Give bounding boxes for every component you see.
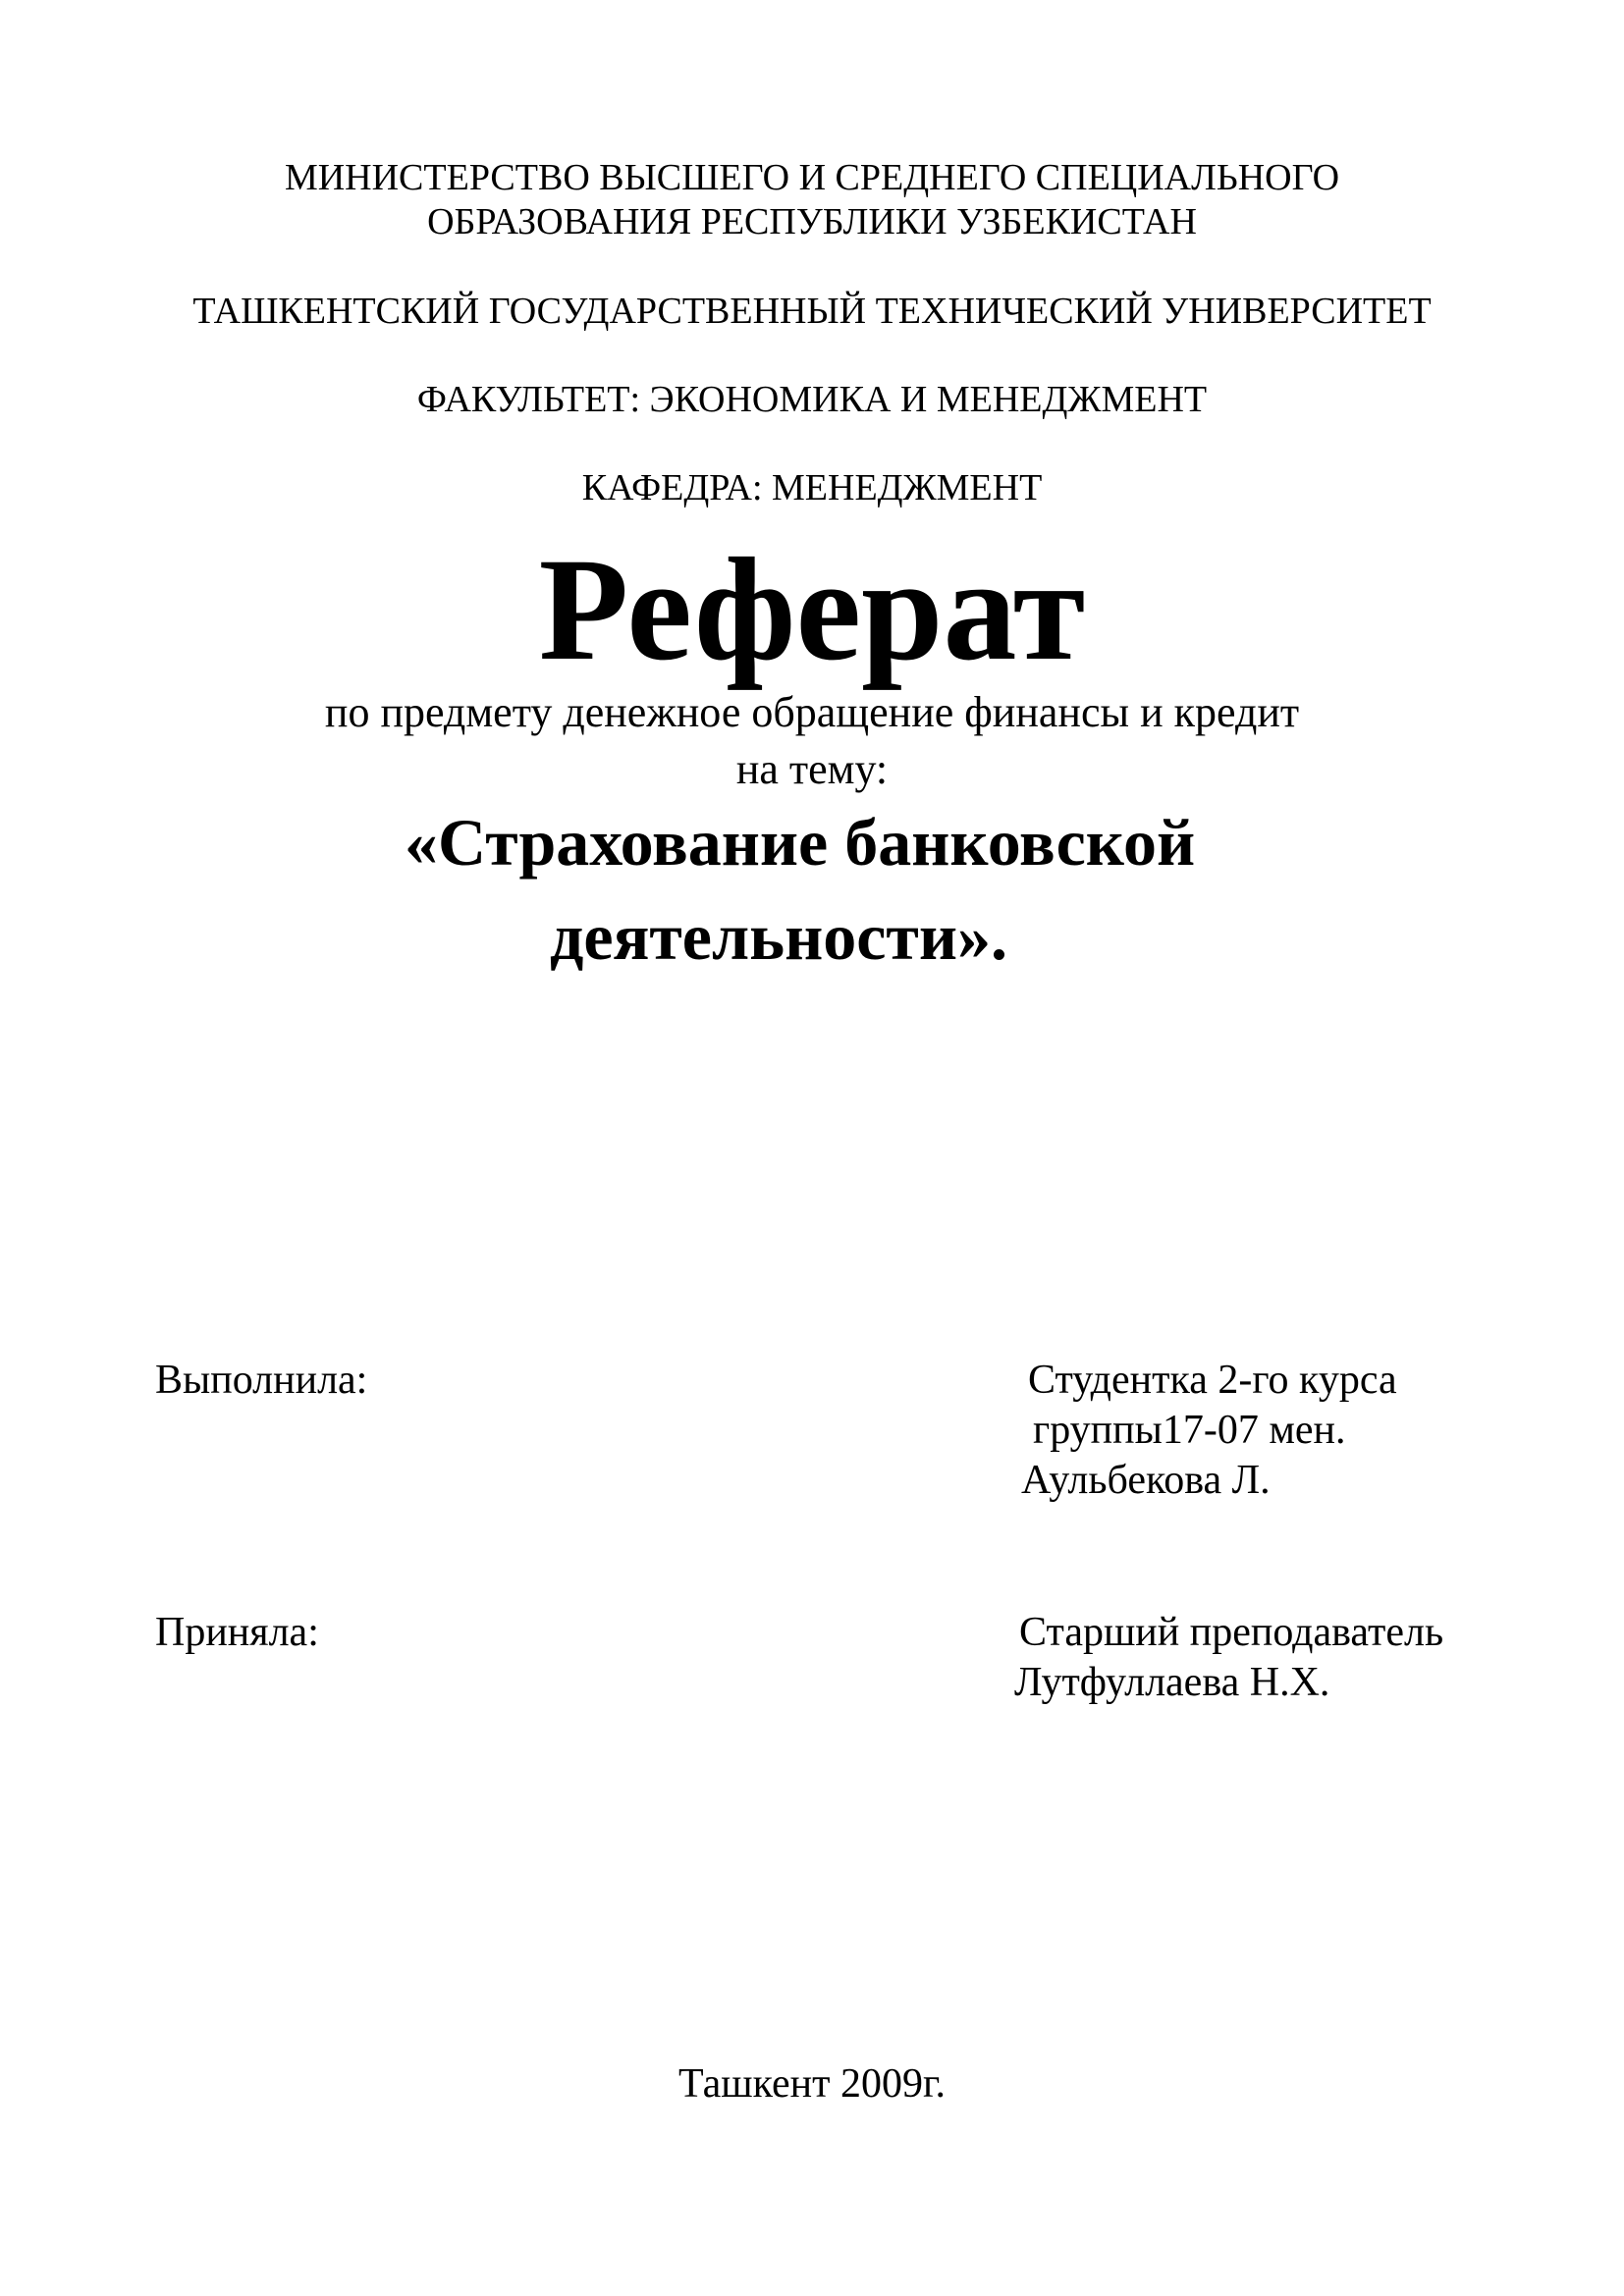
ministry-line-2: ОБРАЗОВАНИЯ РЕСПУБЛИКИ УЗБЕКИСТАН — [427, 201, 1197, 242]
city-year: Ташкент 2009г. — [678, 2061, 946, 2107]
student-group: группы17-07 мен. — [1033, 1408, 1346, 1453]
document-title: Реферат — [538, 528, 1086, 691]
student-course: Студентка 2-го курса — [1028, 1358, 1397, 1403]
teacher-name: Лутфуллаева Н.Х. — [1014, 1660, 1330, 1705]
performed-label: Выполнила: — [155, 1358, 368, 1403]
accepted-label: Приняла: — [155, 1610, 319, 1655]
faculty-name: ФАКУЛЬТЕТ: ЭКОНОМИКА И МЕНЕДЖМЕНТ — [416, 379, 1208, 420]
topic-title-line-1: «Страхование банковской — [405, 805, 1196, 880]
university-name: ТАШКЕНТСКИЙ ГОСУДАРСТВЕННЫЙ ТЕХНИЧЕСКИЙ УНИВЕРСИТЕТ — [192, 291, 1432, 332]
subject-line: по предмету денежное обращение финансы и кредит — [324, 688, 1300, 736]
ministry-line-1: МИНИСТЕРСТВО ВЫСШЕГО И СРЕДНЕГО СПЕЦИАЛЬНОГО — [284, 157, 1340, 198]
topic-title-line-2: деятельности». — [550, 899, 1008, 974]
teacher-position: Старший преподаватель — [1019, 1610, 1444, 1655]
department-name: КАФЕДРА: МЕНЕДЖМЕНТ — [581, 467, 1043, 508]
topic-intro: на тему: — [735, 745, 889, 793]
student-name: Аульбекова Л. — [1021, 1458, 1271, 1503]
